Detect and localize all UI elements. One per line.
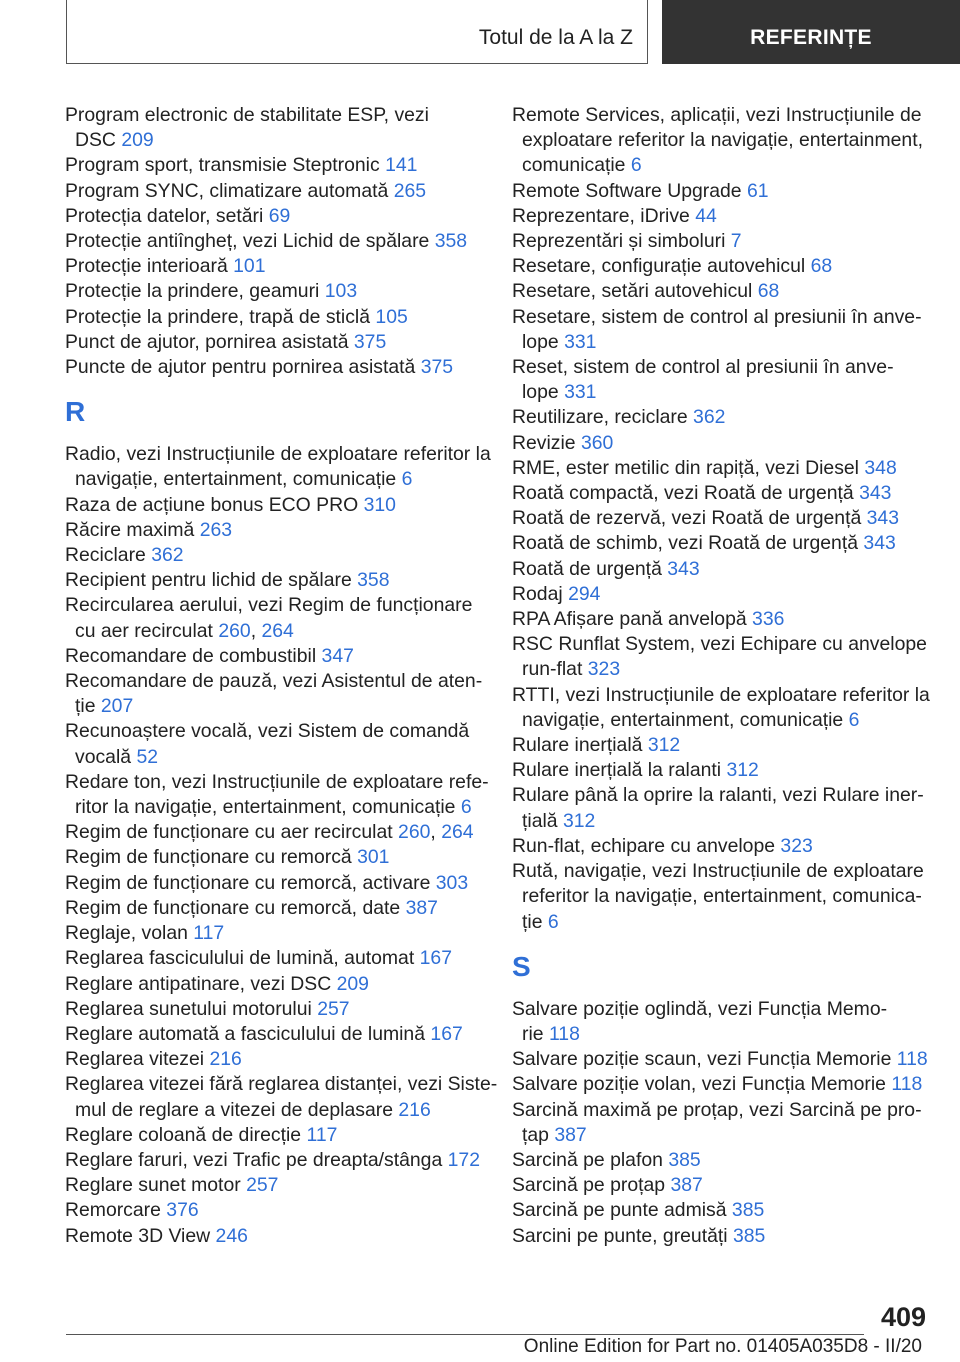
page-link[interactable]: 348 — [864, 456, 897, 479]
page-number: 409 — [880, 1302, 926, 1332]
index-entry — [65, 330, 485, 355]
entry-text: Roată compactă, vezi Roată de urgență — [512, 482, 854, 505]
entry-text: Radio, vezi Instrucțiunile de exploatare referitor la — [65, 443, 491, 466]
index-entry — [512, 582, 932, 607]
index-entry — [512, 683, 932, 733]
page-link[interactable]: 216 — [209, 1048, 242, 1071]
page-link[interactable]: 362 — [693, 406, 726, 429]
entry-text: Salvare poziție oglindă, vezi Funcția Memo- — [512, 997, 888, 1020]
entry-text: Roată de rezervă, vezi Roată de urgență — [512, 507, 862, 530]
index-entry — [65, 1022, 485, 1047]
page-link[interactable]: 376 — [166, 1199, 199, 1222]
index-entry — [512, 733, 932, 758]
entry-text: Remote 3D View — [65, 1224, 211, 1247]
page-link[interactable]: 347 — [321, 644, 354, 667]
footer-edition: Online Edition for Part no. 01405A035D8 - II/20 — [523, 1336, 922, 1357]
entry-text: Reglarea fasciculului de lumină, automat — [65, 947, 415, 970]
page-link[interactable]: 257 — [246, 1174, 279, 1197]
entry-text: Program SYNC, climatizare automată — [65, 179, 389, 202]
index-entry — [512, 783, 932, 833]
page-link[interactable]: 117 — [193, 922, 225, 945]
section-title: Totul de la A la Z — [478, 26, 633, 49]
page-link[interactable]: 312 — [726, 759, 759, 782]
page-link[interactable]: 323 — [780, 834, 813, 857]
entry-text: rie — [522, 1022, 544, 1045]
index-entry — [512, 531, 932, 556]
entry-text: Roată de urgență — [512, 557, 662, 580]
page-link[interactable]: 207 — [100, 695, 134, 718]
page-link[interactable]: 6 — [401, 468, 413, 491]
entry-text: Remote Services, aplicații, vezi Instrucțiunile de — [512, 104, 922, 126]
index-entry — [65, 229, 485, 254]
page-link[interactable]: 387 — [670, 1174, 703, 1197]
index-entry — [512, 506, 932, 531]
index-entry — [65, 719, 485, 769]
entry-text: Reset, sistem de control al presiunii în anve- — [512, 356, 894, 379]
entry-text: Reutilizare, reciclare — [512, 406, 688, 429]
entry-text: Răcire maximă — [65, 518, 195, 541]
entry-text: Rulare inerțială — [512, 734, 643, 757]
entry-text: RPA Afișare pană anvelopă — [512, 608, 747, 631]
index-entry — [65, 493, 485, 518]
page-link[interactable]: 387 — [405, 896, 438, 919]
entry-text: Program sport, transmisie Steptronic — [65, 154, 380, 177]
footer-divider — [66, 1334, 864, 1335]
page-link[interactable]: 52 — [136, 745, 159, 768]
index-entry — [512, 456, 932, 481]
entry-text: Rulare până la oprire la ralanti, vezi Rulare iner- — [512, 784, 924, 807]
page-link[interactable]: 362 — [151, 544, 184, 567]
index-entry — [512, 1047, 932, 1072]
index-entry — [512, 355, 932, 405]
page-link[interactable]: 343 — [859, 482, 892, 505]
page-link[interactable]: 303 — [435, 871, 469, 894]
page-link[interactable]: 343 — [863, 532, 896, 555]
page-link[interactable]: 385 — [732, 1224, 766, 1247]
entry-text: Program electronic de stabilitate ESP, vezi — [65, 104, 429, 126]
entry-text: navigație, entertainment, comunicație — [522, 708, 844, 731]
entry-text: DSC — [75, 129, 116, 152]
index-entry — [65, 1198, 485, 1223]
index-letter-r: R — [65, 396, 86, 428]
entry-text: Reglarea vitezei fără reglarea distanței, vezi Siste- — [65, 1073, 498, 1096]
chapter-title: REFERINȚE — [750, 26, 872, 49]
index-entry — [512, 557, 932, 582]
page-link[interactable]: 7 — [730, 230, 742, 253]
index-entry — [512, 204, 932, 229]
entry-text: Reglare coloană de direcție — [65, 1123, 302, 1146]
page-link[interactable]: 117 — [306, 1123, 338, 1146]
page-link[interactable]: 343 — [866, 507, 899, 530]
entry-text: Remorcare — [65, 1199, 161, 1222]
index-entry — [65, 279, 485, 304]
page-link[interactable]: 385 — [731, 1199, 765, 1222]
index-entry — [512, 279, 932, 304]
entry-text: Sarcină maximă pe proțap, vezi Sarcină pe pro- — [512, 1098, 922, 1121]
entry-text: Run-flat, echipare cu anvelope — [512, 834, 776, 857]
page-link[interactable]: 260 — [218, 619, 251, 642]
index-entry — [65, 442, 491, 492]
entry-text: ție — [75, 695, 96, 718]
page-link[interactable]: 167 — [419, 947, 452, 970]
index-entry — [65, 305, 485, 330]
entry-text: Puncte de ajutor pentru pornirea asistată — [65, 356, 416, 379]
page-link[interactable]: 61 — [746, 179, 769, 202]
entry-text: ritor la navigație, entertainment, comunicație — [75, 796, 456, 819]
entry-text: Protecție interioară — [65, 255, 228, 278]
page-link[interactable]: 323 — [587, 658, 621, 681]
index-entry — [65, 644, 485, 669]
entry-text: Salvare poziție volan, vezi Funcția Memorie — [512, 1073, 886, 1096]
entry-text: Protecția datelor, setări — [65, 204, 264, 227]
page-link[interactable]: 6 — [848, 708, 860, 731]
page-link[interactable]: 6 — [460, 796, 472, 819]
entry-text: Recipient pentru lichid de spălare — [65, 569, 352, 592]
index-entry — [512, 997, 932, 1047]
entry-text: Punct de ajutor, pornirea asistată — [65, 330, 349, 353]
entry-text: Reprezentări și simboluri — [512, 230, 726, 253]
entry-text: mul de reglare a vitezei de deplasare — [75, 1098, 393, 1121]
entry-text: vocală — [75, 745, 132, 768]
page-link[interactable]: 118 — [548, 1022, 580, 1045]
entry-text: Reprezentare, iDrive — [512, 204, 690, 227]
index-entry — [512, 254, 932, 279]
index-entry — [512, 1224, 932, 1249]
page-link[interactable]: 375 — [353, 330, 387, 353]
index-entry — [65, 103, 485, 153]
index-entry — [65, 179, 485, 204]
entry-text: Sarcină pe plafon — [512, 1148, 663, 1171]
page-link[interactable]: 312 — [562, 809, 596, 832]
page-link[interactable]: 301 — [357, 846, 390, 869]
index-entry — [65, 997, 485, 1022]
entry-text: exploatare referitor la navigație, entertainment, — [522, 129, 923, 152]
page-link[interactable]: 331 — [564, 330, 597, 353]
entry-text: Remote Software Upgrade — [512, 179, 742, 202]
index-letter-s: S — [512, 950, 531, 982]
entry-text: Reciclare — [65, 544, 146, 567]
index-entry — [512, 305, 932, 355]
entry-text: ție — [522, 910, 543, 933]
page-link[interactable]: 167 — [430, 1022, 463, 1045]
page-link[interactable]: 264 — [261, 619, 294, 642]
index-entry — [65, 972, 485, 997]
page-link[interactable]: 260 — [398, 821, 431, 844]
page-link[interactable]: 118 — [896, 1048, 928, 1071]
index-entry — [512, 758, 932, 783]
page-link[interactable]: 44 — [695, 204, 717, 227]
index-entry — [512, 859, 932, 935]
index-entry — [65, 1148, 485, 1173]
entry-text: Resetare, setări autovehicul — [512, 280, 753, 303]
entry-text: Redare ton, vezi Instrucțiunile de exploatare refe- — [65, 770, 489, 793]
index-entry — [512, 1098, 932, 1148]
page-header — [0, 0, 960, 66]
entry-text: Rută, navigație, vezi Instrucțiunile de exploatare — [512, 860, 924, 883]
entry-text: Reglarea sunetului motorului — [65, 997, 312, 1020]
page-link[interactable]: 358 — [434, 230, 468, 253]
index-entry — [512, 1072, 932, 1097]
entry-text: Roată de schimb, vezi Roată de urgență — [512, 532, 859, 555]
entry-text: Sarcină pe proțap — [512, 1174, 666, 1197]
entry-text: Resetare, sistem de control al presiunii în anve- — [512, 305, 922, 328]
entry-text: Sarcini pe punte, greutăți — [512, 1224, 728, 1247]
entry-text: RME, ester metilic din rapiță, vezi Diesel — [512, 456, 859, 479]
page-link[interactable]: 209 — [336, 972, 369, 995]
index-entry — [512, 229, 932, 254]
index-entry — [65, 871, 485, 896]
index-entry — [65, 896, 485, 921]
page-link[interactable]: 336 — [752, 608, 785, 631]
index-entry — [512, 405, 932, 430]
index-entry — [65, 946, 485, 971]
entry-text: Reglare antipatinare, vezi DSC — [65, 972, 332, 995]
index-entry — [65, 518, 485, 543]
entry-text: Protecție la prindere, trapă de sticlă — [65, 305, 371, 328]
page-link[interactable]: 263 — [199, 518, 233, 541]
index-entry — [512, 481, 932, 506]
entry-text: Recomandare de pauză, vezi Asistentul de aten- — [65, 670, 483, 693]
index-column-right — [512, 103, 932, 1249]
page-link[interactable]: 331 — [564, 381, 597, 404]
page-link[interactable]: 68 — [757, 280, 780, 303]
page-link[interactable]: 105 — [375, 305, 408, 328]
page-link[interactable]: 385 — [668, 1148, 701, 1171]
entry-text: Resetare, configurație autovehicul — [512, 255, 806, 278]
index-entry — [65, 543, 485, 568]
page-link[interactable]: 343 — [667, 557, 700, 580]
entry-text: lope — [522, 381, 559, 404]
chapter-tab — [662, 0, 960, 64]
entry-text: Rulare inerțială la ralanti — [512, 759, 722, 782]
entry-text: RTTI, vezi Instrucțiunile de exploatare referitor la — [512, 683, 930, 706]
index-entry — [65, 254, 485, 279]
entry-text: Protecție la prindere, geamuri — [65, 280, 320, 303]
page-link[interactable]: 101 — [233, 255, 266, 278]
entry-text: Revizie — [512, 431, 576, 454]
index-entry — [512, 431, 932, 456]
page-link[interactable]: 360 — [580, 431, 614, 454]
page-link[interactable]: 6 — [630, 154, 642, 177]
entry-text: Regim de funcționare cu remorcă, date — [65, 896, 401, 919]
entry-text: Recircularea aerului, vezi Regim de funcționare — [65, 594, 473, 617]
index-entry — [65, 568, 485, 593]
index-entry: Regim de funcționare cu aer recirculat 260, 264 — [65, 821, 474, 844]
entry-text: run-flat — [522, 658, 583, 681]
entry-text: Reglare faruri, vezi Trafic pe dreapta/stânga — [65, 1148, 443, 1171]
index-entry — [512, 834, 932, 859]
index-entry — [65, 1047, 485, 1072]
page-link[interactable]: 69 — [268, 204, 291, 227]
index-entry — [65, 1123, 485, 1148]
index-entry — [65, 1173, 485, 1198]
page-link[interactable]: 209 — [121, 129, 154, 152]
entry-text: cu aer recirculat — [75, 619, 213, 642]
entry-text: Reglare automată a fasciculului de lumină — [65, 1022, 426, 1045]
index-entry — [65, 204, 485, 229]
index-entry — [65, 921, 485, 946]
entry-text: comunicație — [522, 154, 626, 177]
index-entry — [65, 355, 485, 380]
page-link[interactable]: 103 — [324, 280, 358, 303]
page-link[interactable]: 246 — [215, 1224, 248, 1247]
index-entry — [65, 669, 485, 719]
page-link[interactable]: 6 — [547, 910, 559, 933]
entry-text: lope — [522, 330, 559, 353]
entry-text: Recunoaștere vocală, vezi Sistem de comandă — [65, 720, 470, 743]
index-entry — [512, 103, 932, 179]
index-entry — [65, 153, 485, 178]
page-link[interactable]: 375 — [420, 356, 454, 379]
entry-text: Regim de funcționare cu aer recirculat — [65, 821, 393, 844]
index-entry — [65, 1072, 498, 1122]
page-link[interactable]: 294 — [568, 582, 601, 605]
entry-text: Regim de funcționare cu remorcă, activare — [65, 871, 431, 894]
entry-text: Protecție antiîngheț, vezi Lichid de spălare — [65, 230, 430, 253]
page-link[interactable]: 265 — [393, 179, 427, 202]
entry-text: Reglare sunet motor — [65, 1174, 241, 1197]
index-entry — [512, 607, 932, 632]
entry-text: RSC Runflat System, vezi Echipare cu anvelope — [512, 633, 927, 656]
page-link[interactable]: 118 — [891, 1073, 923, 1096]
index-entry — [512, 1198, 932, 1223]
entry-text: Regim de funcționare cu remorcă — [65, 846, 352, 869]
page-link[interactable]: 172 — [447, 1148, 480, 1171]
index-entry — [512, 1148, 932, 1173]
page-link[interactable]: 141 — [385, 154, 418, 177]
page-link[interactable]: 216 — [398, 1098, 431, 1121]
entry-text: țap — [522, 1123, 549, 1146]
entry-text: Sarcină pe punte admisă — [512, 1199, 727, 1222]
entry-text: țială — [522, 809, 558, 832]
index-entry — [65, 845, 485, 870]
page-link[interactable]: 312 — [647, 734, 681, 757]
entry-text: Rodaj — [512, 582, 563, 605]
entry-text: navigație, entertainment, comunicație — [75, 468, 397, 491]
entry-text: Reglaje, volan — [65, 922, 188, 945]
entry-text: Raza de acțiune bonus ECO PRO — [65, 493, 359, 516]
entry-text: Reglarea vitezei — [65, 1048, 205, 1071]
index-entry — [65, 770, 489, 820]
entry-text: Recomandare de combustibil — [65, 644, 317, 667]
index-entry: Recircularea aerului, vezi Regim de funcționare cu aer recirculat 260, 264 — [65, 594, 473, 642]
entry-text: Salvare poziție scaun, vezi Funcția Memorie — [512, 1048, 892, 1071]
page-link[interactable]: 257 — [317, 997, 350, 1020]
section-tab — [66, 0, 648, 64]
index-entry — [65, 1224, 485, 1249]
page-link[interactable]: 264 — [441, 821, 474, 844]
index-entry — [512, 1173, 932, 1198]
index-column-left — [65, 103, 498, 1249]
page-link[interactable]: 310 — [363, 493, 396, 516]
entry-text: referitor la navigație, entertainment, comunica- — [522, 885, 922, 908]
index-entry — [512, 179, 932, 204]
page-link[interactable]: 68 — [810, 255, 833, 278]
page-link[interactable]: 387 — [554, 1123, 587, 1146]
page-link[interactable]: 358 — [357, 569, 390, 592]
index-entry — [512, 632, 932, 682]
